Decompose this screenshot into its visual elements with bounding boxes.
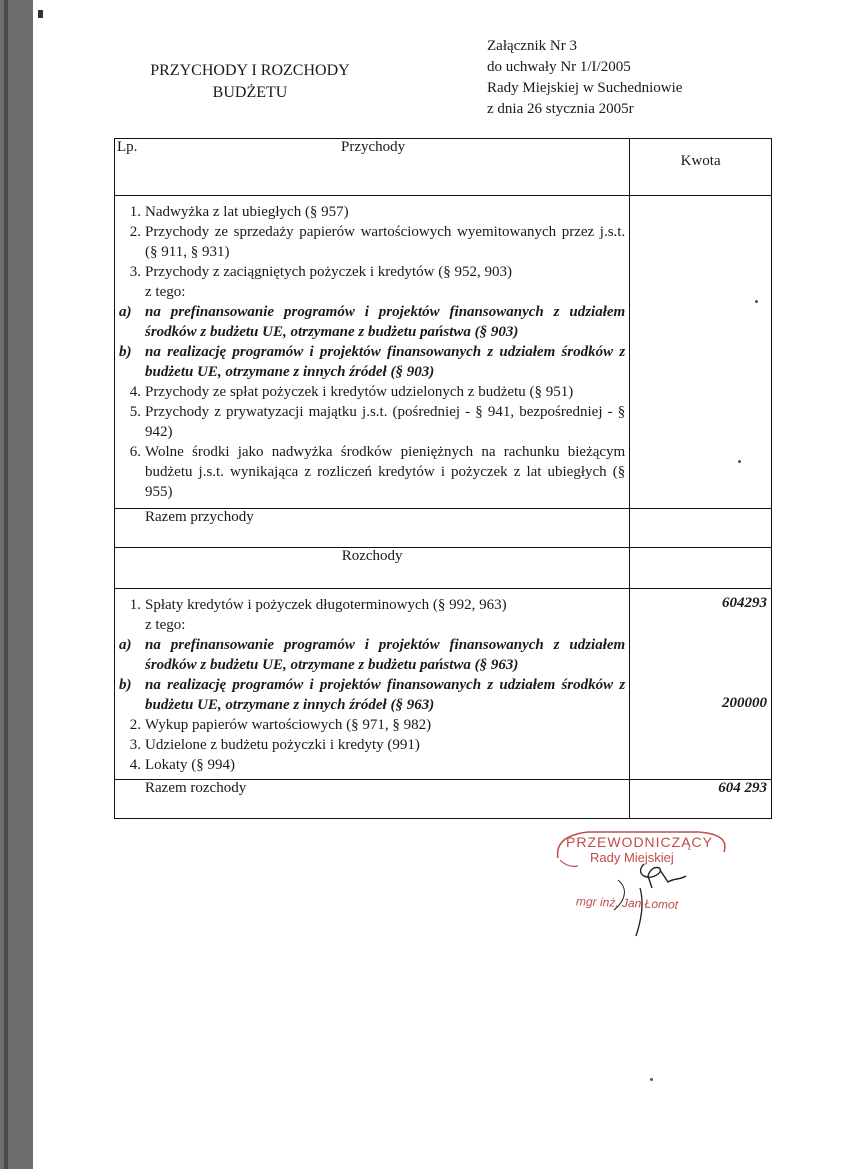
income-amount-cell — [630, 196, 772, 509]
col-income-header: Przychody — [341, 139, 406, 155]
official-stamp — [548, 828, 738, 938]
col-amount-header: Kwota — [630, 139, 772, 196]
list-item: 2. Wykup papierów wartościowych (§ 971, § 982) — [129, 717, 432, 733]
list-item: 3. Udzielone z budżetu pożyczki i kredyty (991) — [129, 737, 420, 753]
list-item: b) na realizację programów i projektów finansowanych z udziałem środków z budżetu UE, otrzymane z innych źródeł (§ 903) — [119, 344, 626, 380]
list-item: 2. Przychody ze sprzedaży papierów wartościowych wyemitowanych przez j.s.t. (§ 911, § 931) — [129, 224, 626, 260]
annex-line: Załącznik Nr 3 — [487, 38, 577, 54]
stamp-title: PRZEWODNICZĄCY — [566, 834, 713, 850]
expense-items-cell — [115, 589, 630, 780]
signature — [548, 828, 738, 938]
list-item: 1. Spłaty kredytów i pożyczek długoterminowych (§ 992, 963) — [129, 597, 507, 613]
scan-dot — [755, 300, 758, 303]
list-item: 1. Nadwyżka z lat ubiegłych (§ 957) — [129, 204, 349, 220]
expense-amount-b: 200000 — [722, 695, 767, 711]
income-items-cell — [115, 196, 630, 509]
stamp-subtitle: Rady Miejskiej — [590, 850, 674, 865]
expense-header: Rozchody — [115, 548, 630, 589]
expense-total-row — [115, 780, 772, 819]
title-line-2: BUDŻETU — [212, 84, 288, 101]
scan-dot — [650, 1078, 653, 1081]
expense-amount-1: 604293 — [722, 595, 767, 611]
expense-total-amount: 604 293 — [630, 780, 772, 819]
annex-line: do uchwały Nr 1/I/2005 — [487, 59, 631, 75]
list-item: 5. Przychody z prywatyzacji majątku j.s.t. (pośredniej - § 941, bezpośredniej - § 942) — [129, 404, 626, 440]
list-item: a) na prefinansowanie programów i projektów finansowanych z udziałem środków z budżetu UE, otrzymane z budżetu państwa (§ 903) — [119, 304, 626, 340]
income-total-amount — [630, 509, 772, 548]
list-item: 6. Wolne środki jako nadwyżka środków pieniężnych na rachunku bieżącym budżetu j.s.t. wynikająca z rozliczeń kredytów i pożyczek z lat ubiegłych (§ 955) — [129, 444, 626, 500]
expense-total-label: Razem rozchody — [115, 780, 630, 819]
document-title — [120, 60, 380, 104]
scan-edge — [0, 0, 33, 1169]
stamp-name: mgr inż. Jan Łomot — [575, 894, 679, 912]
list-item: 4. Przychody ze spłat pożyczek i kredytów udzielonych z budżetu (§ 951) — [129, 384, 574, 400]
list-item: a) na prefinansowanie programów i projektów finansowanych z udziałem środków z budżetu UE, otrzymane z budżetu państwa (§ 963) — [119, 637, 626, 673]
annex-line: z dnia 26 stycznia 2005r — [487, 101, 634, 117]
budget-table — [114, 138, 772, 819]
list-item: 4. Lokaty (§ 994) — [129, 757, 235, 773]
list-item: z tego: — [145, 284, 186, 300]
scan-dot — [738, 460, 741, 463]
scan-mark — [38, 10, 43, 18]
income-total-row — [115, 509, 772, 548]
col-lp-header: Lp. — [117, 139, 138, 155]
header-cell — [115, 139, 630, 196]
expense-header-row — [115, 548, 772, 589]
income-total-label: Razem przychody — [115, 509, 630, 548]
expense-amount-cell — [630, 589, 772, 780]
title-line-1: PRZYCHODY I ROZCHODY — [150, 62, 350, 79]
income-items-row — [115, 196, 772, 509]
annex-line: Rady Miejskiej w Suchedniowie — [487, 80, 683, 96]
list-item: z tego: — [145, 617, 186, 633]
annex-header — [487, 36, 682, 120]
table-header-row — [115, 139, 772, 196]
expense-header-amount — [630, 548, 772, 589]
list-item: 3. Przychody z zaciągniętych pożyczek i kredytów (§ 952, 903) — [129, 264, 512, 280]
expense-items-row — [115, 589, 772, 780]
list-item: b) na realizację programów i projektów finansowanych z udziałem środków z budżetu UE, otrzymane z innych źródeł (§ 963) — [119, 677, 626, 713]
